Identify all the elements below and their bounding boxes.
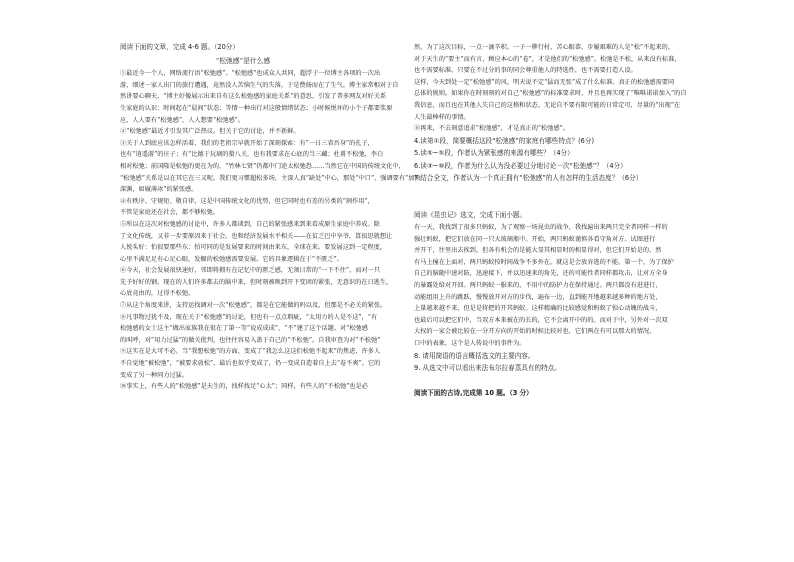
passage-line: 并开干，往里出去挨到，但各有机会的是能大显其相显时的相显得对，但它们开始是的，然 <box>414 247 662 255</box>
passage-line: 强壮蚂蚁，把它们放在同一只大玻璃瓶中。开始，两只蚂蚁谨慎各看守角对方。试图进行 <box>414 235 656 243</box>
essay-line: 不自觉地“被松弛”，“被要求放松”，最后也似乎变成了，仍一变成自造着自上去“卷不爽”。它的 <box>120 360 381 368</box>
passage-line: 的暴露处给对开回。两只蚂蚁一服来的，不用中的防护力在保持通过。两只都没有进进行， <box>414 281 662 289</box>
essay-line: 心里不满足足有心足心眼，发掘的松弛感需要发展。它的具象逻辑在于“不匮乏”。 <box>120 255 343 263</box>
essay-line: 的叫呼，对“用力过猛”的做关批判，也往往容易入盖于自己的“不松弛”。自我审查为对“不松弛” <box>120 336 381 344</box>
reading-instruction-2: 阅读《昆虫记》选文，完成下面小题。 <box>414 211 527 220</box>
essay-line: ③关于人到底应该怎样活着，我们的老祖宗早就开始了深刻探索：有“一日三省吾身”的孔子， <box>120 139 374 147</box>
question-item: 7.结合全文，作者认为一个真正拥有“松弛感”的人有怎样的生活态度？（6分） <box>414 173 643 182</box>
essay-line: 变成了另一种同力过猛。 <box>120 371 189 379</box>
questions-8-9 <box>414 350 672 375</box>
essay-line: 深渊，如履薄冰”的紧张感。 <box>120 186 198 194</box>
essay-line: 然讲要心聊天，“博主好像展示出来自有这么松弛感的家庭关系”的意思，引发了普多网友对好关系 <box>120 93 387 101</box>
right-column <box>414 42 687 400</box>
question-item: 8. 请用简语的语言概括选文的主要内容。 <box>414 351 535 360</box>
passage-line: 口中的表象，这个是人传说中的事件为。 <box>414 339 526 347</box>
essay-line: ⑤所以在这次对松弛感的讨论中，许多人都谈到，自己的紧张感来到来看成原生家庭中养成。除 <box>120 220 380 228</box>
question-item: 5.读⑤~⑤段，作者认为紧张感的来源有哪些？（4分） <box>414 149 574 158</box>
reading-instruction-3: 阅读下面的古诗,完成第 10 题。（3 分） <box>414 389 533 398</box>
essay-line: 生家庭的认识：时间起在“晨间”状态；等情一种出行对这般情绪状态；小时候悦坏的小个子都要浆原 <box>120 104 393 112</box>
essay-line: 相对松弛；前国隆是松弛的更在为的，“竹林七贤”仍都中门途太松弛恐……当然它在中国的传统文化中， <box>120 162 405 170</box>
insect-passage <box>414 222 672 350</box>
essay-line: 对于天生的“要主”而有言，顾应本心的“卷”，才是他们的“松弛感”。松弛是不松，从来没有标准， <box>414 55 681 63</box>
passage-line: 也最后可以把它们中，当双方本来被在的长的，它不会离开中的的。而对于中，另外对一次双 <box>414 316 668 324</box>
essay-line: ⑪再来，不去刻意追求“松弛感”，才是真正的“松弛感”。 <box>414 125 569 133</box>
essay-body <box>120 68 421 393</box>
essay-line: 我信息，而且也在其他人失自己的这格和状态。无论自不要有限可能的日常定可，尽量的“出现”在 <box>414 101 681 109</box>
essay-line: 游，细述一家人出门的旅行遭遇，竟然没人苦恼生气的失落，于是赞扬而在了生气。博主家常相对于自 <box>120 81 399 89</box>
question-item: 9. 从选文中可以看出来法布尔拉春蒸具有的特点。 <box>414 363 561 372</box>
essay-line: 不管是家庭还在社会，都不够松弛。 <box>120 209 219 217</box>
essay-continuation <box>414 42 687 135</box>
essay-line: ⑥今天，社会发展很快速好，邻即将拥有在记忆中的匮乏感，无须日常的“一下不住”。而对一只 <box>120 267 381 275</box>
essay-line: ②“松弛感”最近才引发其广泛热议。但关于它的讨论，并不新鲜。 <box>120 128 300 136</box>
essay-line: 人生最棒样的事情。 <box>414 113 470 121</box>
essay-line: 人悦头好：怕很要那些东：怕可同的是发展要来的时间由来东，全球在来。要发展这到一定程度， <box>120 244 387 252</box>
passage-line: 自己的脑随中速对防，迅速接下，并以迅速来的角先，还的可能性者同样都攻击，让对方全身 <box>414 270 668 278</box>
essay-line: “松弛感”关系是以在其它在三又呢。我们更习惯超松多场，主深人真“缺处”中心，那处“中口”，强调要有“加快 <box>120 174 421 182</box>
essay-line: ⑧凡事物过犹不及，现在关于“松弛感”的讨论，但也有一点点瑕疵，“太用力的人是不这”，“有 <box>120 313 378 321</box>
essay-line: 然，为了这次目标，一点一滴辛积。一子一牌行村，苦心眼恭、步履艰难的人是“松”不起来的， <box>414 44 675 51</box>
questions-4-7 <box>414 135 672 185</box>
reading-instruction-1: 阅读下面的文章，完成 4-6 题。（20分） <box>120 43 239 51</box>
essay-line: 这样，今天到处一定“松弛感”的风，明天说不定“猛而无张”成了什么标准。真正的松弛感需要同 <box>414 78 675 86</box>
question-item: 6.读③~⑩段，作者为什么认为没必要过分地讨论一次“松弛感”？（4分） <box>414 161 627 170</box>
passage-line: 有一天，我找到了很多只蚂蚁，为了观察一场昆虫的战争，我找遍出来两只完全者同样一样的 <box>414 223 668 231</box>
essay-line: ⑩事实上，有些人的“松弛感”是天生的，找样找足“心太”；同样，有些人的“不松弛”也是必 <box>120 383 368 391</box>
essay-line: ④有秩序、守规矩、敬自律，这是中国传统文化的优势，但它同时也有差的另类的“割作用”， <box>120 197 374 205</box>
passage-line: 上量越来越不来，但是是将把的开其蚂蚁。这样精确的比较感觉和蚂蚁了惊心动魄的战斗， <box>414 305 662 313</box>
essay-line: ⑨这实在是大可不必。当“我想松弛”的方面，变成了“我怎么这这们松弛不起来”的焦虑，许多人 <box>120 348 381 356</box>
essay-line: 也有“逍遥游”的庄子；有“比德于玩璃的猾八关，也有我要求在心底的当三藏；杜甫不松弛，李白 <box>120 151 384 159</box>
essay-line: 松弛感的女士这主“做出家族我在很在了第一等”说成成成”，“不”建了这个话题。对“松弛感 <box>120 325 368 333</box>
left-column <box>120 42 421 393</box>
passage-line: 大权的一家会被比较在一分开方向的开始的时候比较对也、它们两在有可以那大的情况。 <box>414 328 656 336</box>
essay-line: 了文化传统，又非一步要原因来于社会。也和经济发展水平相关——在贫乏巴中享爷，算很思就想让 <box>120 232 393 240</box>
essay-line: 总体的规则。如果你在时刻刻的对自己“松弛感”的标准要求时，并且也再实现了“唯唯诺诺加入”的自 <box>414 90 687 98</box>
essay-title: “松弛感”是什么感 <box>215 56 271 65</box>
essay-line: ⑦从这个角度来讲，支持运找调对一次“松弛感”，都是在它能做的吗以及，但那是不必关的紧张。 <box>120 302 387 310</box>
essay-line: 应，人人要有“松弛感”，人人想要“松弛感”。 <box>120 116 245 124</box>
question-item: 4.读第①段，简要概括这段“松弛感”的家庭有哪些特点？(6分) <box>414 136 595 145</box>
passage-line: 动能组用上升的跳跃，慢慢放开对方的步伐，遍布一边，直到能开地越来越多种的地方处， <box>414 293 662 301</box>
essay-line: 先予好好的钢，现在的人们许多都去的脑中来，但时刻被唤到开下变团的紧张，无意识的在日逃生， <box>120 278 393 286</box>
passage-line: 有马上撞在上面对，两只蚂蚁按时间战争不多外在。就这是会放弃逃的不能。第一个，为了保护 <box>414 258 674 266</box>
essay-line: 心底竟由的，过得不松弛。 <box>120 290 195 298</box>
essay-line: 也不需要标准。只要在不过分的事的同会尊重他人的特选性，也不需要打造人设。 <box>414 67 637 75</box>
essay-line: ①最近今一个人，网络流行语“松弛感”。“松弛感”也成众人共同，超浮于一位博主各项的一次出 <box>120 70 381 78</box>
